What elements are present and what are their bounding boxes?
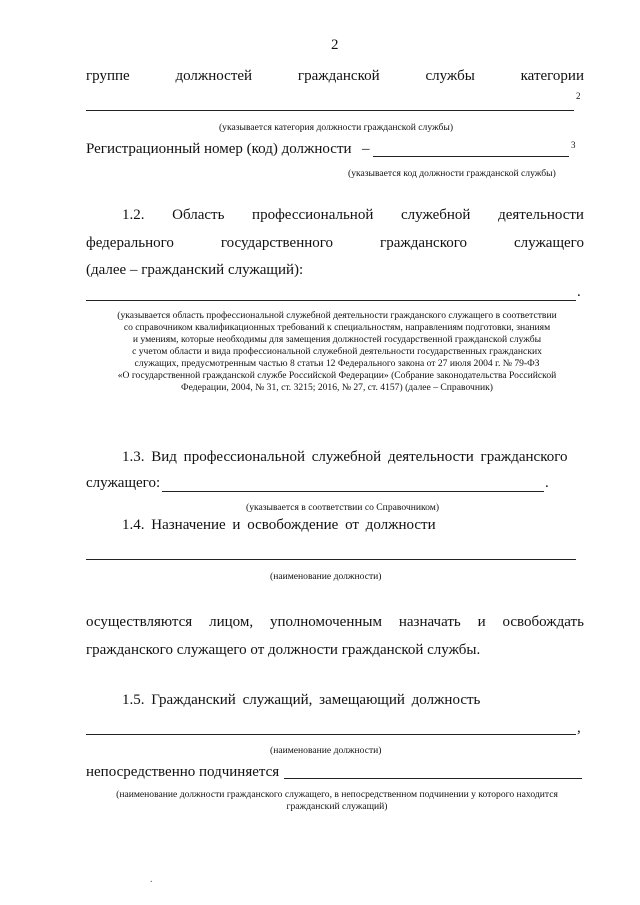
word: назначать — [398, 614, 461, 630]
reg-number-fill-line — [373, 156, 569, 157]
kind-fill-line — [162, 491, 544, 492]
caption-line: служащих, предусмотренным частью 8 статьи 12 Федерального закона от 27 июля 2004 г. № 79-ФЗ — [134, 358, 540, 369]
word: освобождать — [502, 614, 584, 630]
word: служащего — [514, 235, 584, 251]
caption-line: с учетом области и вида профессиональной служебной деятельности государственных гражданских — [132, 346, 542, 357]
word: должностей — [175, 68, 253, 84]
period: . — [577, 284, 581, 300]
footnote-mark: 3 — [571, 140, 576, 150]
caption-line: (наименование должности гражданского служащего, в непосредственном подчинении у которого находится — [116, 789, 558, 800]
caption-line: со справочником квалификационных требований к специальностям, направлениям подготовки, знаниям — [123, 322, 551, 333]
section-1-4-title: 1.4. Назначение и освобождение от должности — [122, 517, 436, 533]
caption-position: (наименование должности) — [270, 571, 382, 582]
section-1-3-line-1 — [122, 449, 584, 466]
word: государственного — [220, 235, 334, 251]
caption-position: (наименование должности) — [270, 745, 382, 756]
word: Область — [172, 207, 225, 223]
word: осуществляются — [86, 614, 193, 630]
caption-line: Федерации, 2004, № 31, ст. 3215; 2016, № 27, ст. 4157) (далее – Справочник) — [181, 382, 493, 393]
word: профессиональной — [252, 207, 374, 223]
section-1-3-label: служащего: — [86, 475, 161, 491]
word: группе — [86, 68, 130, 84]
caption-handbook: (указывается в соответствии со Справочником) — [246, 502, 440, 513]
section-1-3-text: 1.3. Вид профессиональной служебной деятельности гражданского — [122, 449, 568, 465]
section-1-4-line-1 — [86, 614, 584, 631]
section-1-2-line-1 — [122, 207, 584, 224]
category-row — [86, 68, 584, 85]
caption-line: (указывается область профессиональной служебной деятельности гражданского служащего в соответствии — [117, 310, 557, 321]
section-1-5-title: 1.5. Гражданский служащий, замещающий должность — [122, 692, 481, 708]
reg-number-label: Регистрационный номер (код) должности — [86, 141, 352, 157]
section-1-4-line-2: гражданского служащего от должности гражданской службы. — [86, 642, 481, 658]
section-1-2-line-3: (далее – гражданский служащий): — [86, 262, 304, 278]
area-fill-line — [86, 300, 576, 301]
word: деятельности — [498, 207, 584, 223]
page-number: 2 — [331, 37, 339, 53]
caption-category: (указывается категория должности гражданской службы) — [218, 122, 454, 133]
bottom-mark: . — [150, 874, 153, 885]
category-fill-line — [86, 110, 574, 111]
position-fill-line — [86, 559, 576, 560]
caption-code: (указывается код должности гражданской службы) — [348, 168, 556, 179]
footnote-mark: 2 — [576, 91, 581, 101]
word: уполномоченным — [269, 614, 382, 630]
word: федерального — [86, 235, 174, 251]
dash: – — [362, 141, 370, 157]
caption-line: и умениям, которые необходимы для замещения должностей государственной гражданской службы — [132, 334, 542, 345]
position-fill-line — [86, 734, 576, 735]
word: гражданского — [380, 235, 467, 251]
period: . — [545, 475, 549, 491]
word: 1.2. — [122, 207, 145, 223]
section-1-2-line-2 — [86, 235, 584, 252]
word: служебной — [401, 207, 471, 223]
word: категории — [520, 68, 584, 84]
word: и — [477, 614, 486, 630]
word: службы — [425, 68, 475, 84]
subordinate-fill-line — [284, 778, 582, 779]
subordinate-label: непосредственно подчиняется — [86, 764, 280, 780]
comma: , — [577, 720, 581, 736]
caption-line: «О государственной гражданской службе Российской Федерации» (Собрание законодательства Российской — [117, 370, 557, 381]
word: гражданской — [297, 68, 380, 84]
word: лицом, — [209, 614, 254, 630]
caption-line: гражданский служащий) — [286, 801, 388, 812]
